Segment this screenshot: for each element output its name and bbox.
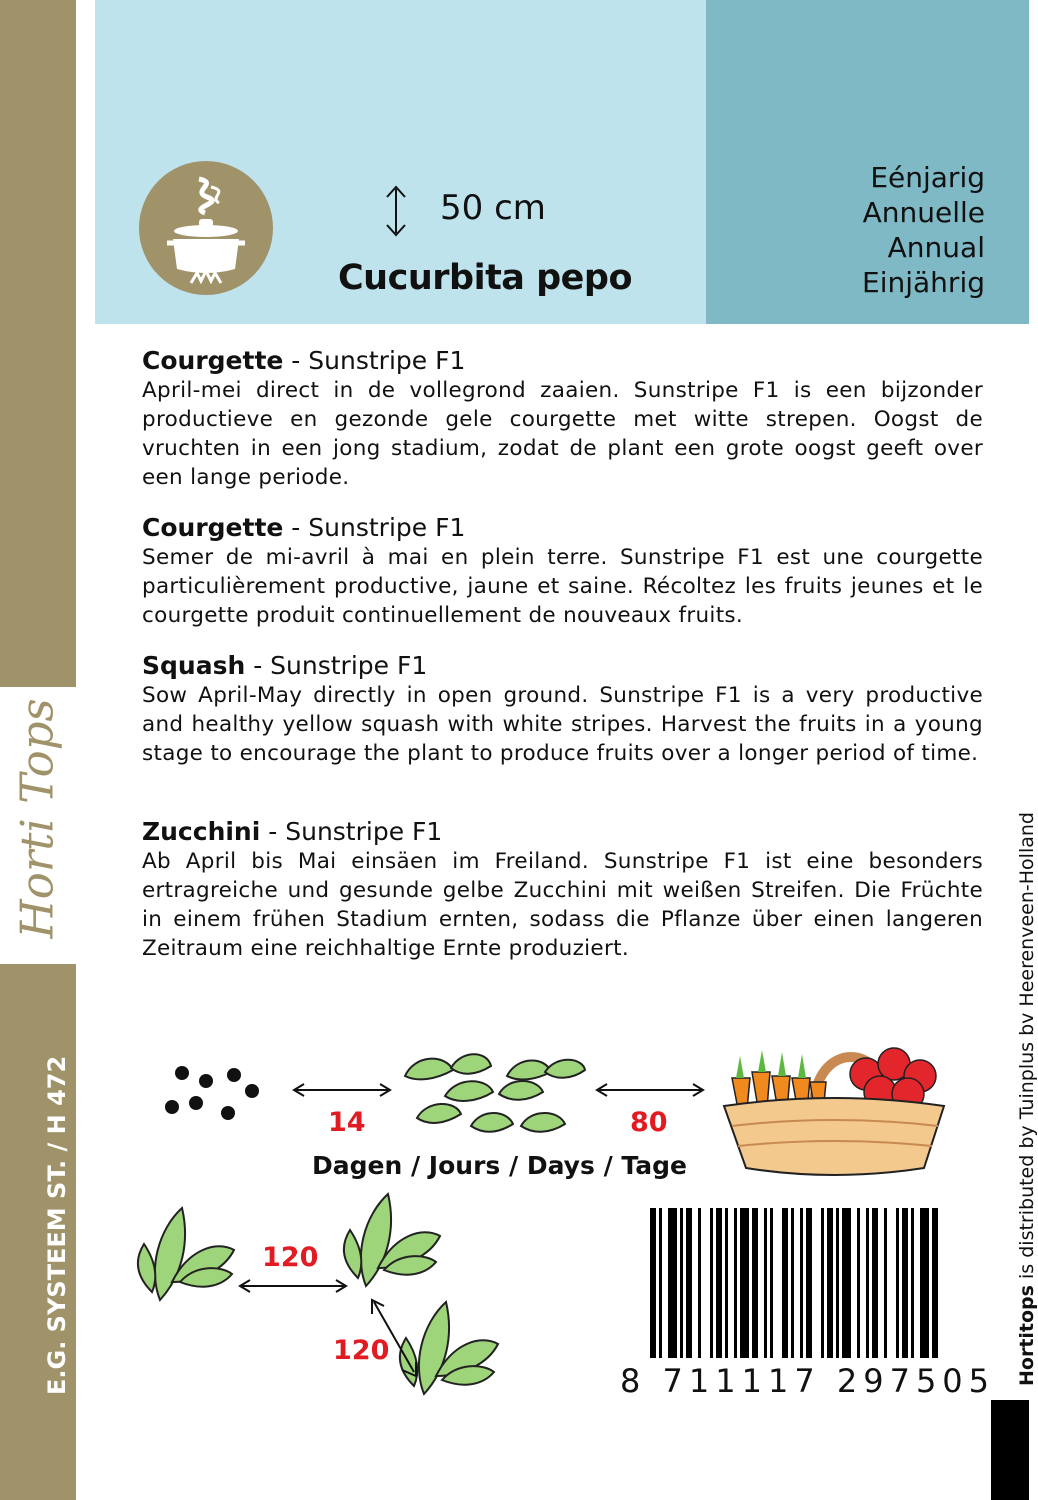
barcode-bar — [920, 1208, 929, 1358]
barcode-bar — [836, 1208, 839, 1358]
variety-name: - Sunstripe F1 — [260, 817, 443, 846]
spacing-diagram — [138, 1190, 508, 1400]
description-fr — [142, 513, 983, 630]
section-text: Semer de mi-avril à mai en plein terre. Sunstripe F1 est une courgette particulièrement productive, jaune et saine. Récoltez les fruits jeunes et le courgette produit continuellement de nouveaux fruits. — [142, 545, 983, 628]
annual-label-nl: Eénjarig — [870, 161, 985, 194]
distributor-bar — [991, 1400, 1029, 1500]
horti-tops-logo — [10, 700, 70, 970]
distributor-text: is distributed by Tuinplus bv Heerenveen-Holland — [1016, 812, 1038, 1286]
section-heading — [142, 346, 983, 376]
crop-name: Zucchini — [142, 817, 261, 846]
germination-days: 14 — [328, 1107, 366, 1138]
system-code: E.G. SYSTEEM ST. / H 472 — [43, 1055, 71, 1395]
barcode-bar — [821, 1208, 824, 1358]
section-heading — [142, 817, 983, 847]
barcode-bar — [827, 1208, 833, 1358]
crop-name: Squash — [142, 651, 246, 680]
section-text: April-mei direct in de vollegrond zaaien. Sunstripe F1 is een bijzonder productieve en gezonde gele courgette met witte strepen. Oogst de vruchten in een jong stadium, zodat de plant een grote oogst geeft over een lange periode. — [142, 378, 983, 490]
double-arrow-icon — [292, 1080, 392, 1100]
barcode-bar — [680, 1208, 683, 1358]
barcode-bar — [668, 1208, 677, 1358]
barcode-bar — [791, 1208, 794, 1358]
crop-name: Courgette — [142, 346, 284, 375]
annual-labels — [862, 160, 985, 300]
barcode-bar — [782, 1208, 788, 1358]
height-arrow-icon — [383, 185, 409, 237]
barcode-bar — [902, 1208, 908, 1358]
harvest-days: 80 — [630, 1107, 668, 1138]
barcode-bar — [872, 1208, 878, 1358]
double-arrow-icon — [595, 1080, 705, 1100]
section-heading — [142, 651, 983, 681]
ean-number: 8 711117 297505 — [620, 1362, 996, 1400]
barcode-bar — [857, 1208, 860, 1358]
barcode-bar — [734, 1208, 737, 1358]
barcode-bar — [764, 1208, 767, 1358]
barcode-bar — [740, 1208, 749, 1358]
section-text: Sow April-May directly in open ground. Sunstripe F1 is a very productive and healthy yellow squash with white stripes. Harvest the fruits in a young stage to encourage the plant to produce fruits over a longer period of time. — [142, 683, 983, 766]
variety-name: - Sunstripe F1 — [283, 513, 466, 542]
crop-name: Courgette — [142, 513, 284, 542]
variety-name: - Sunstripe F1 — [283, 346, 466, 375]
barcode-bar — [698, 1208, 701, 1358]
annual-label-en: Annual — [887, 231, 985, 264]
description-nl — [142, 346, 983, 492]
barcode-bar — [716, 1208, 722, 1358]
distributor-note — [1016, 812, 1038, 1386]
barcode-bar — [911, 1208, 914, 1358]
distributor-brand: Hortitops — [1016, 1285, 1038, 1386]
section-text: Ab April bis Mai einsäen im Freiland. Sunstripe F1 ist eine besonders ertragreiche und gesunde gelbe Zucchini mit weißen Streifen. Die Früchte in einem frühen Stadium ernten, sodass die Pflanze über einen langeren Zeitraum eine reichhaltige Ernte produziert. — [142, 849, 983, 961]
section-heading — [142, 513, 983, 543]
barcode-bar — [752, 1208, 758, 1358]
horti-tops-logo-text: Horti Tops — [10, 698, 64, 939]
description-de — [142, 817, 983, 963]
barcode-bar — [884, 1208, 887, 1358]
barcode-bar — [800, 1208, 803, 1358]
cooking-pot-icon — [139, 161, 273, 295]
barcode-bar — [659, 1208, 662, 1358]
plant-spacing: 120 — [333, 1335, 390, 1366]
barcode-bar — [842, 1208, 851, 1358]
barcode-bar — [710, 1208, 713, 1358]
annual-label-fr: Annuelle — [862, 196, 985, 229]
description-en — [142, 651, 983, 768]
row-spacing: 120 — [262, 1242, 319, 1273]
variety-name: - Sunstripe F1 — [245, 651, 428, 680]
annual-label-de: Einjährig — [862, 266, 985, 299]
barcode-bar — [932, 1208, 938, 1358]
barcode-bar — [725, 1208, 728, 1358]
barcode-bar — [866, 1208, 869, 1358]
barcode-bar — [896, 1208, 899, 1358]
barcode-bar — [686, 1208, 692, 1358]
barcode — [650, 1208, 932, 1380]
species-name: Cucurbita pepo — [338, 258, 633, 298]
seedlings-icon — [395, 1048, 590, 1148]
plant-height: 50 cm — [440, 188, 546, 228]
barcode-bar — [806, 1208, 812, 1358]
days-label: Dagen / Jours / Days / Tage — [312, 1151, 687, 1180]
barcode-bar — [770, 1208, 773, 1358]
seeds-icon — [160, 1065, 265, 1125]
harvest-basket-icon — [718, 1020, 950, 1182]
barcode-bar — [650, 1208, 656, 1358]
